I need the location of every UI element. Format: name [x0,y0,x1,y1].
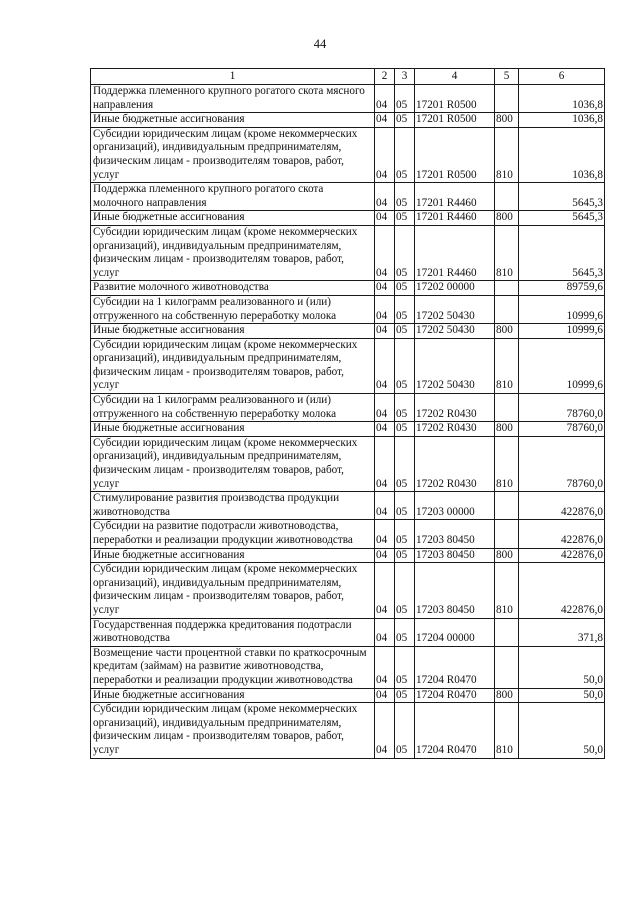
row-subsection: 05 [395,85,415,113]
row-section: 04 [375,703,395,758]
row-expense-type [495,85,519,113]
row-amount: 78760,0 [519,422,605,437]
row-subsection: 05 [395,338,415,393]
table-row [91,492,605,520]
row-description: Субсидии юридическим лицам (кроме некоммерческих организаций), индивидуальным предпринимателям, физическим лицам - производителям товаров, работ, услуг [91,703,375,758]
row-description: Возмещение части процентной ставки по краткосрочным кредитам (займам) на развитие животноводства, переработки и реализации продукции животноводства [91,646,375,688]
row-subsection: 05 [395,422,415,437]
row-amount: 10999,6 [519,295,605,323]
table-row [91,436,605,491]
row-expense-type: 810 [495,338,519,393]
row-section: 04 [375,281,395,296]
table-row [91,703,605,758]
row-target-article: 17202 R0430 [415,422,495,437]
table-row [91,324,605,339]
row-amount: 1036,8 [519,85,605,113]
row-target-article: 17202 R0430 [415,394,495,422]
row-target-article: 17204 00000 [415,618,495,646]
row-target-article: 17201 R0500 [415,113,495,128]
header-cell: 5 [495,69,519,85]
row-description: Субсидии юридическим лицам (кроме некоммерческих организаций), индивидуальным предпринимателям, физическим лицам - производителям товаров, работ, услуг [91,127,375,182]
row-amount: 5645,3 [519,211,605,226]
row-amount: 5645,3 [519,225,605,280]
row-subsection: 05 [395,688,415,703]
row-section: 04 [375,85,395,113]
row-section: 04 [375,127,395,182]
row-section: 04 [375,436,395,491]
row-amount: 1036,8 [519,113,605,128]
row-expense-type: 810 [495,225,519,280]
row-subsection: 05 [395,324,415,339]
row-target-article: 17201 R4460 [415,225,495,280]
row-description: Субсидии юридическим лицам (кроме некоммерческих организаций), индивидуальным предпринимателям, физическим лицам - производителям товаров, работ, услуг [91,225,375,280]
row-section: 04 [375,688,395,703]
row-section: 04 [375,324,395,339]
row-expense-type [495,618,519,646]
row-subsection: 05 [395,295,415,323]
row-description: Поддержка племенного крупного рогатого скота молочного направления [91,183,375,211]
row-subsection: 05 [395,492,415,520]
row-section: 04 [375,338,395,393]
row-target-article: 17204 R0470 [415,703,495,758]
table-row [91,646,605,688]
table-row [91,225,605,280]
row-amount: 1036,8 [519,127,605,182]
row-subsection: 05 [395,211,415,226]
row-section: 04 [375,563,395,618]
row-section: 04 [375,618,395,646]
row-subsection: 05 [395,394,415,422]
row-section: 04 [375,295,395,323]
row-description: Поддержка племенного крупного рогатого скота мясного направления [91,85,375,113]
row-section: 04 [375,394,395,422]
row-expense-type: 810 [495,703,519,758]
row-subsection: 05 [395,113,415,128]
row-target-article: 17203 80450 [415,548,495,563]
row-target-article: 17201 R0500 [415,127,495,182]
row-amount: 422876,0 [519,492,605,520]
table-row [91,85,605,113]
row-subsection: 05 [395,520,415,548]
row-expense-type [495,520,519,548]
row-target-article: 17201 R4460 [415,183,495,211]
row-amount: 78760,0 [519,394,605,422]
header-cell: 3 [395,69,415,85]
row-amount: 89759,6 [519,281,605,296]
header-cell: 4 [415,69,495,85]
table-row [91,618,605,646]
row-target-article: 17202 50430 [415,295,495,323]
row-description: Иные бюджетные ассигнования [91,113,375,128]
header-cell: 6 [519,69,605,85]
row-section: 04 [375,422,395,437]
row-expense-type: 810 [495,436,519,491]
row-expense-type: 810 [495,563,519,618]
row-description: Стимулирование развития производства продукции животноводства [91,492,375,520]
row-description: Иные бюджетные ассигнования [91,548,375,563]
row-target-article: 17202 R0430 [415,436,495,491]
row-expense-type: 800 [495,548,519,563]
row-amount: 50,0 [519,703,605,758]
header-cell: 2 [375,69,395,85]
table-row [91,520,605,548]
row-description: Субсидии юридическим лицам (кроме некоммерческих организаций), индивидуальным предпринимателям, физическим лицам - производителям товаров, работ, услуг [91,436,375,491]
row-expense-type: 810 [495,127,519,182]
row-section: 04 [375,492,395,520]
row-expense-type [495,281,519,296]
row-amount: 10999,6 [519,338,605,393]
header-row [91,69,605,85]
row-subsection: 05 [395,646,415,688]
row-expense-type: 800 [495,422,519,437]
row-target-article: 17201 R0500 [415,85,495,113]
row-section: 04 [375,520,395,548]
row-description: Иные бюджетные ассигнования [91,211,375,226]
row-section: 04 [375,211,395,226]
row-description: Государственная поддержка кредитования подотрасли животноводства [91,618,375,646]
row-subsection: 05 [395,225,415,280]
row-amount: 422876,0 [519,520,605,548]
page-number: 44 [313,37,327,51]
row-description: Развитие молочного животноводства [91,281,375,296]
row-description: Иные бюджетные ассигнования [91,688,375,703]
row-target-article: 17201 R4460 [415,211,495,226]
row-subsection: 05 [395,618,415,646]
row-target-article: 17202 50430 [415,338,495,393]
table-row [91,688,605,703]
row-expense-type [495,394,519,422]
row-amount: 78760,0 [519,436,605,491]
row-subsection: 05 [395,183,415,211]
row-expense-type: 800 [495,113,519,128]
table-row [91,338,605,393]
row-description: Субсидии юридическим лицам (кроме некоммерческих организаций), индивидуальным предпринимателям, физическим лицам - производителям товаров, работ, услуг [91,338,375,393]
row-description: Субсидии на развитие подотрасли животноводства, переработки и реализации продукции животноводства [91,520,375,548]
table-row [91,113,605,128]
row-subsection: 05 [395,703,415,758]
row-subsection: 05 [395,548,415,563]
table-row [91,394,605,422]
row-expense-type [495,492,519,520]
row-subsection: 05 [395,436,415,491]
table-row [91,548,605,563]
row-expense-type: 800 [495,688,519,703]
row-expense-type [495,646,519,688]
row-amount: 371,8 [519,618,605,646]
row-target-article: 17204 R0470 [415,646,495,688]
row-amount: 422876,0 [519,548,605,563]
row-amount: 50,0 [519,646,605,688]
row-target-article: 17202 50430 [415,324,495,339]
row-section: 04 [375,113,395,128]
row-expense-type: 800 [495,211,519,226]
row-expense-type [495,183,519,211]
budget-table [90,68,605,759]
row-subsection: 05 [395,281,415,296]
table-row [91,183,605,211]
row-section: 04 [375,646,395,688]
row-description: Субсидии на 1 килограмм реализованного и (или) отгруженного на собственную переработку молока [91,394,375,422]
row-description: Иные бюджетные ассигнования [91,324,375,339]
table-row [91,295,605,323]
row-amount: 422876,0 [519,563,605,618]
row-subsection: 05 [395,127,415,182]
row-target-article: 17204 R0470 [415,688,495,703]
row-section: 04 [375,225,395,280]
table-row [91,281,605,296]
row-description: Иные бюджетные ассигнования [91,422,375,437]
row-target-article: 17203 80450 [415,520,495,548]
row-amount: 5645,3 [519,183,605,211]
row-amount: 10999,6 [519,324,605,339]
row-description: Субсидии на 1 килограмм реализованного и (или) отгруженного на собственную переработку молока [91,295,375,323]
row-expense-type: 800 [495,324,519,339]
table-row [91,563,605,618]
table-row [91,127,605,182]
row-subsection: 05 [395,563,415,618]
row-target-article: 17203 00000 [415,492,495,520]
row-description: Субсидии юридическим лицам (кроме некоммерческих организаций), индивидуальным предпринимателям, физическим лицам - производителям товаров, работ, услуг [91,563,375,618]
row-target-article: 17203 80450 [415,563,495,618]
table-row [91,422,605,437]
table-row [91,211,605,226]
row-section: 04 [375,183,395,211]
row-section: 04 [375,548,395,563]
row-expense-type [495,295,519,323]
row-amount: 50,0 [519,688,605,703]
header-cell: 1 [91,69,375,85]
row-target-article: 17202 00000 [415,281,495,296]
